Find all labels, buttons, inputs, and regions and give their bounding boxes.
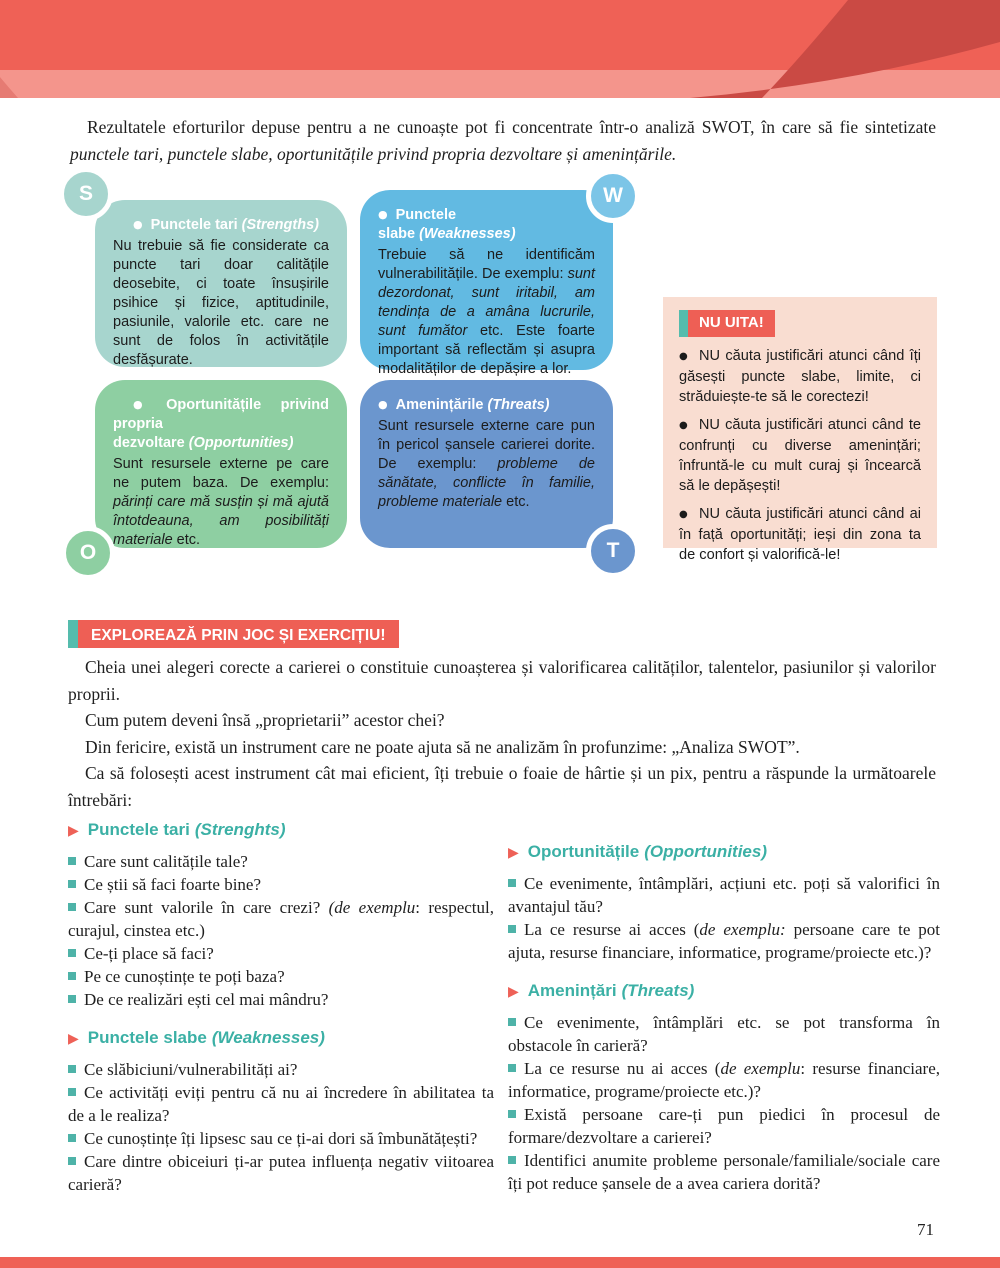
bullet-icon: ● [133,398,159,411]
heading-text: Oportunitățile [527,842,640,861]
question-text: Ce cunoștințe îți lipsesc sau ce ți-ai dori să îmbunătățești? [84,1129,478,1148]
question-item [68,942,494,965]
bullet-icon: ● [133,218,143,231]
square-bullet-icon [68,1134,76,1142]
question-text-italic: de exemplu [720,1059,801,1078]
triangle-icon: ▶ [68,1031,79,1047]
swot-box-opportunities [95,380,347,548]
swot-box-opportunities-body [113,455,329,550]
heading-english: (Opportunities) [644,842,767,861]
box-body-example: probleme de sănătate, conflicte în familie, probleme materiale [378,456,595,510]
triangle-icon: ▶ [508,845,519,861]
reminder-item [679,415,921,496]
question-text: Care sunt valorile în care crezi? [84,898,329,917]
box-title-text: Oportunitățile privind propria dezvoltare [113,397,329,451]
box-body-text: etc. [172,532,201,548]
bullet-icon: ● [378,398,388,411]
square-bullet-icon [68,857,76,865]
teal-accent-icon [68,620,78,648]
question-text: Identifici anumite probleme personale/familiale/sociale care îți pot reduce șansele de a avea cariera dorită? [508,1151,940,1193]
square-bullet-icon [508,1064,516,1072]
header-graphic [0,0,1000,98]
question-text: Ce știi să faci foarte bine? [84,875,262,894]
square-bullet-icon [508,1156,516,1164]
reminder-item-text: NU căuta justificări atunci când ai în față oportunități; ieși din zona ta de confort și valorifică-le! [679,506,921,563]
question-text: Ce-ți place să faci? [84,944,214,963]
question-text: Care sunt calitățile tale? [84,852,248,871]
question-text: La ce resurse ai acces ( [524,920,700,939]
question-text: Care dintre obiceiuri ți-ar putea influența negativ viitoarea carieră? [68,1152,494,1194]
square-bullet-icon [68,903,76,911]
heading-text: Punctele slabe [87,1028,207,1047]
square-bullet-icon [68,949,76,957]
swot-circle-s: S [59,167,113,221]
question-text: Pe ce cunoștințe te poți baza? [84,967,285,986]
question-text: Ce evenimente, întâmplări, acțiuni etc. poți să valorifici în avantajul tău? [508,874,940,916]
heading-english: (Weaknesses) [211,1028,325,1047]
reminder-item-text: NU căuta justificări atunci când te confrunți cu diverse amenințări; înfruntă-le cu mult curaj și încearcă să le depășești! [679,417,921,494]
bullet-icon: ● [378,208,388,221]
question-text: La ce resurse nu ai acces ( [524,1059,721,1078]
swot-box-weaknesses-body [378,246,595,379]
question-item [508,872,940,918]
question-text: De ce realizări ești cel mai mândru? [84,990,329,1009]
intro-text: Rezultatele eforturilor depuse pentru a ne cunoaște pot fi concentrate într-o analiză SWOT, în care să fie sintetizate [87,117,936,137]
question-item [68,1127,494,1150]
square-bullet-icon [68,1065,76,1073]
box-title-english: (Opportunities) [188,435,294,451]
paragraph: Din fericire, există un instrument care ne poate ajuta să ne analizăm în profunzime: „Analiza SWOT”. [85,736,800,757]
questions-heading-strengths [68,818,494,843]
page-header-decoration [0,0,1000,98]
paragraph: Ca să folosești acest instrument cât mai eficient, îți trebuie o foaie de hârtie și un pix, pentru a răspunde la următoarele întrebări: [68,763,936,810]
question-text: Ce slăbiciuni/vulnerabilități ai? [84,1060,298,1079]
box-body-text: etc. Este foarte important să reflectăm și asupra modalităților de depășire a lor. [378,323,595,377]
swot-box-threats-title [378,395,595,415]
square-bullet-icon [508,879,516,887]
question-text: Ce activități eviți pentru că nu ai încredere în abilitatea ta de a le realiza? [68,1083,494,1125]
swot-circle-t: T [586,524,640,578]
bullet-icon: ● [679,351,689,362]
box-body-text: etc. [502,494,530,510]
triangle-icon: ▶ [68,823,79,839]
triangle-icon: ▶ [508,984,519,1000]
question-text: : respectul, curajul, cinstea etc.) [68,898,494,940]
question-item [68,873,494,896]
box-title-text: Punctele slabe [378,207,457,242]
question-text-italic: (de exemplu [328,898,416,917]
question-text-italic: de exemplu: [699,920,786,939]
swot-circle-w: W [586,169,640,223]
question-item [68,896,494,942]
heading-english: (Strenghts) [194,820,286,839]
square-bullet-icon [68,1157,76,1165]
page-footer-decoration [0,1257,1000,1268]
swot-box-weaknesses-title [378,205,595,244]
box-title-english: (Strengths) [241,217,319,233]
reminder-header [679,310,921,337]
square-bullet-icon [508,925,516,933]
paragraph: Cum putem deveni însă „proprietarii” acestor chei? [85,710,445,730]
box-body-example: părinți care mă susțin și mă ajută întotdeauna, am posibilități materiale [113,494,329,548]
swot-circle-o: O [61,526,115,580]
question-item [508,918,940,964]
question-item [508,1103,940,1149]
swot-box-strengths [95,200,347,367]
question-text: Există persoane care-ți pun piedici în procesul de formare/dezvoltare a carierei? [508,1105,940,1147]
swot-box-weaknesses [360,190,613,377]
reminder-item [679,346,921,407]
reminder-item [679,504,921,565]
reminder-label: NU UITA! [688,310,775,337]
question-item [508,1057,940,1103]
heading-text: Punctele tari [87,820,190,839]
question-text: persoane care te pot ajuta, resurse financiare, informatice, programe/proiecte etc.)? [508,920,940,962]
box-title-english: (Weaknesses) [419,226,516,242]
questions-heading-threats [508,979,940,1004]
question-item [68,1058,494,1081]
question-item [68,850,494,873]
question-item [508,1011,940,1057]
section-header-explore [68,620,399,648]
questions-column-left [68,818,494,1196]
reminder-item-text: NU căuta justificări atunci când îți găsești puncte slabe, limite, ci străduiește-te să le corectezi! [679,348,921,405]
swot-box-opportunities-title [113,395,329,453]
question-item [68,1081,494,1127]
swot-box-threats-body [378,417,595,512]
bullet-icon: ● [679,420,689,431]
questions-heading-opportunities [508,840,940,865]
questions-column-right [508,840,940,1195]
box-title-text: Amenințările [395,397,484,413]
box-body-text: Sunt resursele externe pe care ne putem baza. De exemplu: [113,456,329,491]
explore-paragraphs [68,654,936,813]
heading-text: Amenințări [527,981,617,1000]
box-title-text: Punctele tari [150,217,238,233]
square-bullet-icon [508,1110,516,1118]
question-text: Ce evenimente, întâmplări etc. se pot transforma în obstacole în carieră? [508,1013,940,1055]
teal-accent-icon [679,310,688,337]
question-item [68,1150,494,1196]
square-bullet-icon [68,1088,76,1096]
square-bullet-icon [68,995,76,1003]
box-body-text: Sunt resursele externe care pun în pericol șansele carierei dorite. De exemplu: [378,418,595,472]
section-header-label: EXPLOREAZĂ PRIN JOC ȘI EXERCIȚIU! [78,620,399,648]
swot-box-strengths-body [113,237,329,370]
question-item [508,1149,940,1195]
square-bullet-icon [68,972,76,980]
square-bullet-icon [68,880,76,888]
square-bullet-icon [508,1018,516,1026]
intro-text-italic: punctele tari, punctele slabe, oportunitățile privind propria dezvoltare și amenințările. [70,144,677,164]
page-number: 71 [917,1220,934,1239]
box-body-example: sunt dezordonat, sunt iritabil, am tendința de a amâna lucrurile, sunt fumător [378,266,595,339]
reminder-panel [663,297,937,563]
box-body-text: Nu trebuie să fie considerate ca puncte tari doar calitățile deosebite, ci toate însușirile psihice și fizice, aptitudinile, pasiunile, valorile etc. care ne sunt de folos în activitățile desfășurate. [113,238,329,368]
intro-paragraph [70,114,936,168]
heading-english: (Threats) [621,981,695,1000]
question-text: : resurse financiare, informatice, programe/proiecte etc.)? [508,1059,940,1101]
swot-box-strengths-title [113,215,329,235]
paragraph: Cheia unei alegeri corecte a carierei o constituie cunoașterea și valorificarea calităților, talentelor, pasiunilor și valorilor proprii. [68,657,936,704]
question-item [68,988,494,1011]
questions-heading-weaknesses [68,1026,494,1051]
bullet-icon: ● [679,509,689,520]
box-title-english: (Threats) [487,397,550,413]
question-item [68,965,494,988]
box-body-text: Trebuie să ne identificăm vulnerabilitățile. De exemplu: [378,247,595,282]
swot-box-threats [360,380,613,548]
